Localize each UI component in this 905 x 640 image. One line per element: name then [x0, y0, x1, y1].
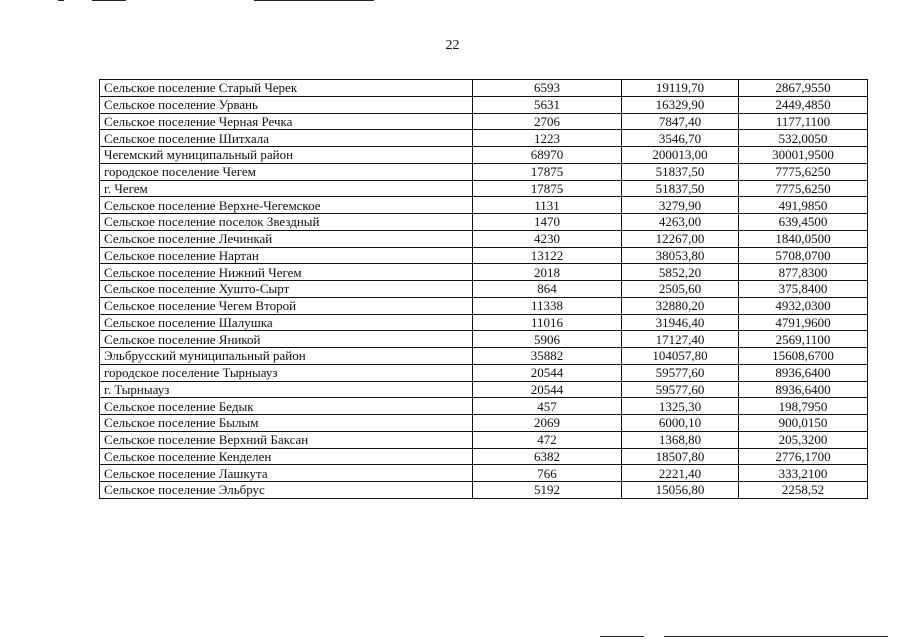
value-cell-2: 1325,30	[622, 398, 739, 415]
table-body	[100, 80, 868, 499]
table-row	[100, 147, 868, 164]
value-cell-3: 15608,6700	[739, 348, 868, 365]
value-cell-2: 19119,70	[622, 80, 739, 97]
value-cell-1: 6593	[473, 80, 622, 97]
value-cell-2: 38053,80	[622, 247, 739, 264]
settlement-name-cell: Сельское поселение Былым	[100, 415, 473, 432]
value-cell-1: 4230	[473, 230, 622, 247]
table-row	[100, 197, 868, 214]
value-cell-1: 457	[473, 398, 622, 415]
table-row	[100, 247, 868, 264]
settlement-name-cell: г. Тырныауз	[100, 381, 473, 398]
settlement-name-cell: Сельское поселение поселок Звездный	[100, 214, 473, 231]
value-cell-2: 59577,60	[622, 364, 739, 381]
value-cell-3: 8936,6400	[739, 364, 868, 381]
table-row	[100, 80, 868, 97]
table-row	[100, 482, 868, 499]
value-cell-1: 5906	[473, 331, 622, 348]
table-row	[100, 96, 868, 113]
value-cell-3: 639,4500	[739, 214, 868, 231]
value-cell-3: 2258,52	[739, 482, 868, 499]
value-cell-1: 17875	[473, 180, 622, 197]
table-row	[100, 214, 868, 231]
settlement-name-cell: Эльбрусский муниципальный район	[100, 348, 473, 365]
value-cell-1: 17875	[473, 163, 622, 180]
value-cell-3: 333,2100	[739, 465, 868, 482]
settlement-name-cell: Сельское поселение Бедык	[100, 398, 473, 415]
settlement-name-cell: Сельское поселение Кенделен	[100, 448, 473, 465]
value-cell-3: 205,3200	[739, 431, 868, 448]
value-cell-1: 2069	[473, 415, 622, 432]
value-cell-2: 18507,80	[622, 448, 739, 465]
value-cell-3: 532,0050	[739, 130, 868, 147]
value-cell-1: 2706	[473, 113, 622, 130]
settlement-name-cell: городское поселение Тырныауз	[100, 364, 473, 381]
settlement-name-cell: Сельское поселение Верхний Баксан	[100, 431, 473, 448]
value-cell-2: 2221,40	[622, 465, 739, 482]
value-cell-1: 2018	[473, 264, 622, 281]
value-cell-2: 59577,60	[622, 381, 739, 398]
value-cell-3: 900,0150	[739, 415, 868, 432]
scan-mark-top-left	[58, 0, 64, 1]
value-cell-1: 5192	[473, 482, 622, 499]
value-cell-2: 1368,80	[622, 431, 739, 448]
value-cell-1: 13122	[473, 247, 622, 264]
value-cell-2: 5852,20	[622, 264, 739, 281]
settlement-name-cell: Сельское поселение Шитхала	[100, 130, 473, 147]
table-row	[100, 348, 868, 365]
table-row	[100, 381, 868, 398]
settlement-name-cell: г. Чегем	[100, 180, 473, 197]
data-table	[99, 79, 868, 499]
settlement-name-cell: Сельское поселение Нижний Чегем	[100, 264, 473, 281]
value-cell-2: 3279,90	[622, 197, 739, 214]
table-row	[100, 314, 868, 331]
value-cell-3: 4932,0300	[739, 297, 868, 314]
value-cell-1: 6382	[473, 448, 622, 465]
settlement-name-cell: Сельское поселение Яникой	[100, 331, 473, 348]
value-cell-1: 1223	[473, 130, 622, 147]
settlement-name-cell: Сельское поселение Эльбрус	[100, 482, 473, 499]
settlement-name-cell: Сельское поселение Лечинкай	[100, 230, 473, 247]
value-cell-1: 1470	[473, 214, 622, 231]
value-cell-3: 1177,1100	[739, 113, 868, 130]
value-cell-3: 2776,1700	[739, 448, 868, 465]
table-row	[100, 465, 868, 482]
table-row	[100, 264, 868, 281]
value-cell-2: 51837,50	[622, 163, 739, 180]
scan-mark-top-center	[254, 0, 374, 1]
table-row	[100, 415, 868, 432]
table-row	[100, 163, 868, 180]
scan-mark-bottom-right	[600, 636, 644, 637]
value-cell-1: 11016	[473, 314, 622, 331]
settlement-name-cell: Сельское поселение Лашкута	[100, 465, 473, 482]
value-cell-1: 1131	[473, 197, 622, 214]
page-number: 22	[445, 38, 460, 53]
table-row	[100, 364, 868, 381]
table-row	[100, 130, 868, 147]
value-cell-3: 7775,6250	[739, 163, 868, 180]
value-cell-3: 7775,6250	[739, 180, 868, 197]
table-row	[100, 281, 868, 298]
value-cell-2: 17127,40	[622, 331, 739, 348]
value-cell-1: 864	[473, 281, 622, 298]
settlement-name-cell: Сельское поселение Шалушка	[100, 314, 473, 331]
value-cell-1: 20544	[473, 364, 622, 381]
value-cell-3: 2449,4850	[739, 96, 868, 113]
value-cell-1: 472	[473, 431, 622, 448]
table-row	[100, 448, 868, 465]
value-cell-1: 5631	[473, 96, 622, 113]
table-row	[100, 180, 868, 197]
value-cell-1: 68970	[473, 147, 622, 164]
value-cell-3: 2867,9550	[739, 80, 868, 97]
scan-mark-top-left-2	[92, 0, 126, 1]
table-row	[100, 230, 868, 247]
settlement-name-cell: Сельское поселение Чегем Второй	[100, 297, 473, 314]
value-cell-2: 4263,00	[622, 214, 739, 231]
value-cell-2: 12267,00	[622, 230, 739, 247]
value-cell-3: 4791,9600	[739, 314, 868, 331]
value-cell-1: 20544	[473, 381, 622, 398]
value-cell-3: 5708,0700	[739, 247, 868, 264]
value-cell-3: 1840,0500	[739, 230, 868, 247]
value-cell-2: 31946,40	[622, 314, 739, 331]
value-cell-2: 6000,10	[622, 415, 739, 432]
settlement-name-cell: Сельское поселение Старый Черек	[100, 80, 473, 97]
value-cell-2: 104057,80	[622, 348, 739, 365]
table-row	[100, 431, 868, 448]
value-cell-2: 2505,60	[622, 281, 739, 298]
settlement-name-cell: городское поселение Чегем	[100, 163, 473, 180]
value-cell-3: 8936,6400	[739, 381, 868, 398]
value-cell-1: 35882	[473, 348, 622, 365]
value-cell-3: 2569,1100	[739, 331, 868, 348]
value-cell-2: 3546,70	[622, 130, 739, 147]
value-cell-2: 7847,40	[622, 113, 739, 130]
table-row	[100, 113, 868, 130]
value-cell-1: 766	[473, 465, 622, 482]
value-cell-3: 877,8300	[739, 264, 868, 281]
settlement-name-cell: Сельское поселение Верхне-Чегемское	[100, 197, 473, 214]
value-cell-2: 200013,00	[622, 147, 739, 164]
scan-mark-bottom-right-2	[664, 636, 888, 637]
settlement-name-cell: Сельское поселение Черная Речка	[100, 113, 473, 130]
table-row	[100, 331, 868, 348]
value-cell-3: 491,9850	[739, 197, 868, 214]
value-cell-2: 32880,20	[622, 297, 739, 314]
value-cell-3: 30001,9500	[739, 147, 868, 164]
settlement-name-cell: Сельское поселение Нартан	[100, 247, 473, 264]
value-cell-2: 51837,50	[622, 180, 739, 197]
table-row	[100, 297, 868, 314]
value-cell-3: 375,8400	[739, 281, 868, 298]
table-row	[100, 398, 868, 415]
settlement-name-cell: Чегемский муниципальный район	[100, 147, 473, 164]
value-cell-2: 15056,80	[622, 482, 739, 499]
settlement-name-cell: Сельское поселение Урвань	[100, 96, 473, 113]
value-cell-2: 16329,90	[622, 96, 739, 113]
settlement-name-cell: Сельское поселение Хушто-Сырт	[100, 281, 473, 298]
value-cell-1: 11338	[473, 297, 622, 314]
value-cell-3: 198,7950	[739, 398, 868, 415]
